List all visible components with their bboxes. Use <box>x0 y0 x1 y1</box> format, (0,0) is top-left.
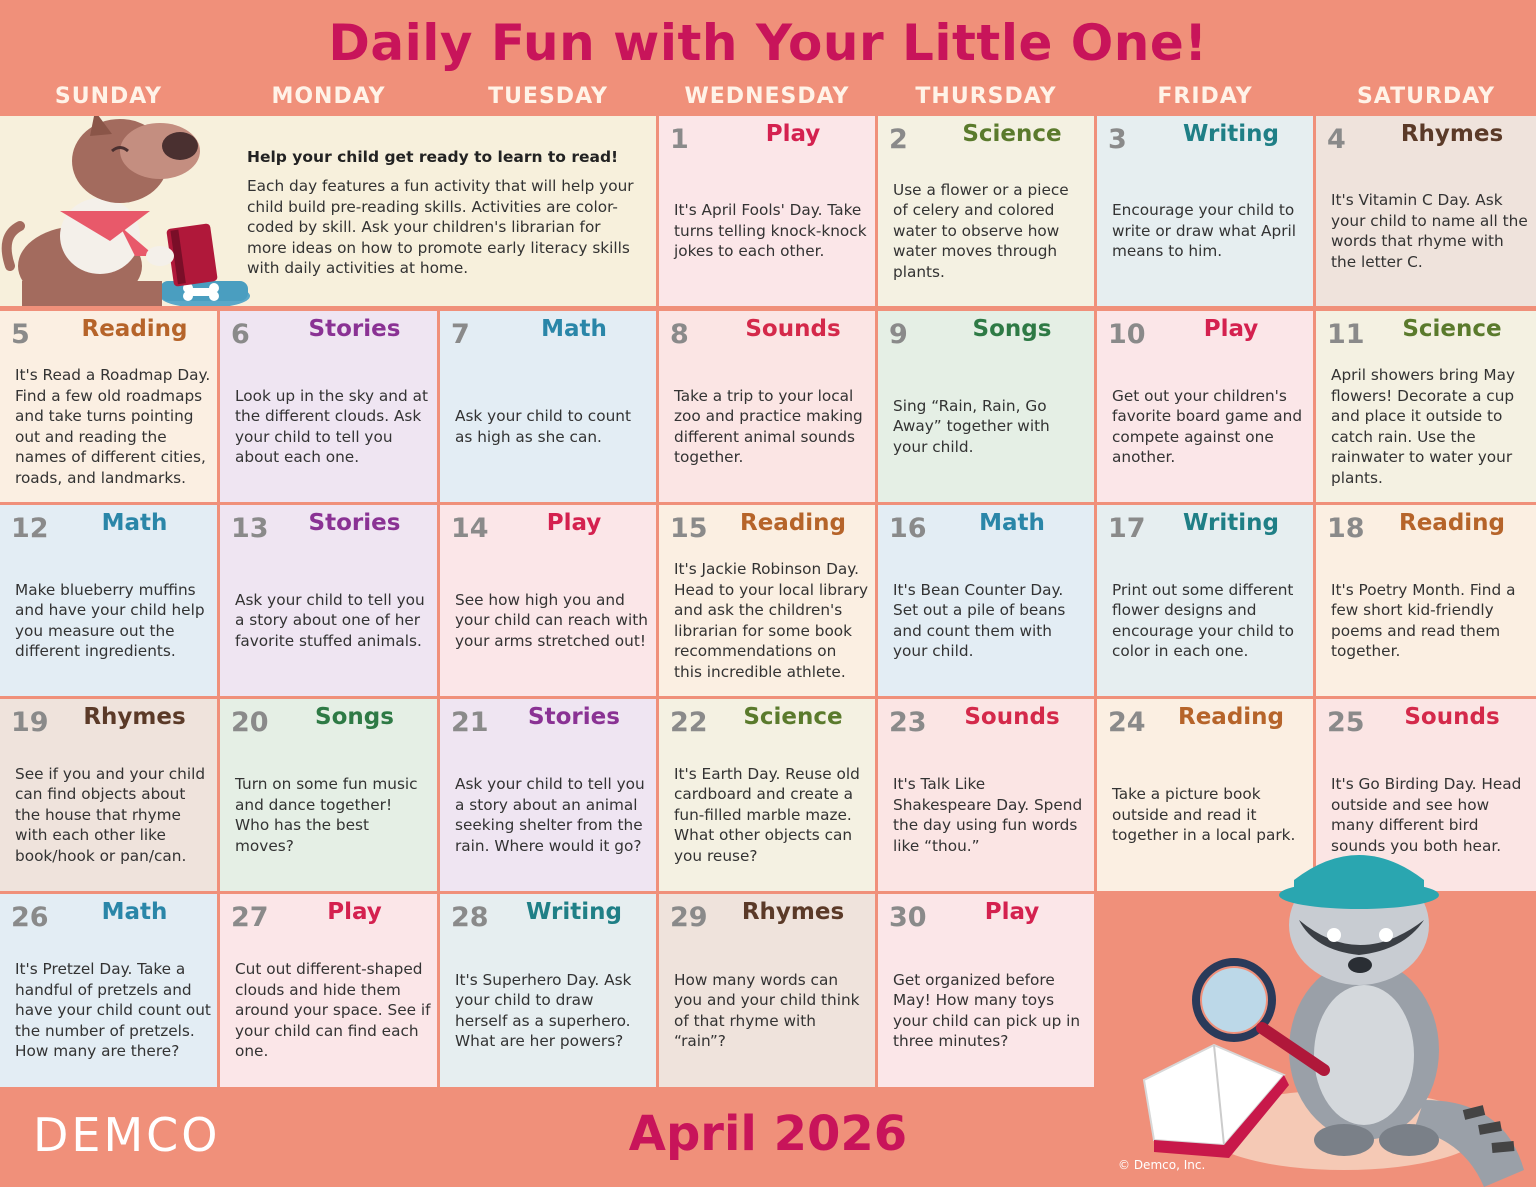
day-cell <box>659 116 875 306</box>
skill-label: Math <box>979 510 1045 536</box>
activity-description: It's Pretzel Day. Take a handful of pretzels and have your child count out the number of pretzels. How many are there? <box>15 960 211 1061</box>
day-number: 24 <box>1108 707 1146 738</box>
day-number: 12 <box>11 513 49 544</box>
activity-description: Ask your child to count as high as she can. <box>455 407 631 446</box>
day-cell <box>1316 311 1536 502</box>
activity-text <box>235 357 431 496</box>
day-number: 6 <box>231 319 250 350</box>
page-title: Daily Fun with Your Little One! <box>328 14 1208 72</box>
day-number: 18 <box>1327 513 1365 544</box>
activity-description: Look up in the sky and at the different clouds. Ask your child to tell you about each one. <box>235 386 428 466</box>
day-cell <box>220 505 437 696</box>
skill-label: Rhymes <box>1400 121 1504 147</box>
activity-text <box>893 357 1088 496</box>
day-number: 22 <box>670 707 708 738</box>
activity-description: Turn on some fun music and dance together! Who has the best moves? <box>235 775 418 855</box>
skill-label: Science <box>743 704 843 730</box>
skill-label: Sounds <box>1404 704 1500 730</box>
day-number: 28 <box>451 902 489 933</box>
day-cell <box>1316 116 1536 306</box>
day-cell <box>220 894 437 1087</box>
activity-description: It's Go Birding Day. Head outside and see how many different bird sounds you both hear. <box>1331 775 1522 855</box>
day-number: 5 <box>11 319 30 350</box>
skill-label: Math <box>101 510 168 536</box>
activity-description: It's Poetry Month. Find a few short kid-friendly poems and read them together. <box>1331 580 1516 660</box>
day-number: 14 <box>451 513 489 544</box>
activity-description: Encourage your child to write or draw what April means to him. <box>1112 201 1296 261</box>
activity-text <box>455 357 650 496</box>
copyright-text: © Demco, Inc. <box>1118 1158 1206 1172</box>
skill-label: Stories <box>308 510 401 536</box>
activity-description: See how high you and your child can reach with your arms stretched out! <box>455 590 648 650</box>
activity-text <box>455 940 650 1081</box>
day-number: 20 <box>231 707 269 738</box>
day-cell <box>878 311 1094 502</box>
day-cell <box>878 116 1094 306</box>
day-number: 21 <box>451 707 489 738</box>
activity-description: Take a trip to your local zoo and practice making different animal sounds together. <box>674 386 863 466</box>
month-label: April 2026 <box>628 1106 908 1162</box>
intro-body: Each day features a fun activity that will help your child build pre-reading skills. Activities are color-coded by skill. Ask your children's librarian for more ideas on how to promote early literacy skills with daily activities at home. <box>247 177 634 277</box>
day-number: 3 <box>1108 124 1127 155</box>
day-name-thursday: THURSDAY <box>915 84 1057 109</box>
activity-description: It's Vitamin C Day. Ask your child to name all the words that rhyme with the letter C. <box>1331 191 1528 271</box>
activity-description: It's Read a Roadmap Day. Find a few old roadmaps and take turns pointing out and reading the names of different cities, roads, and landmarks. <box>15 366 211 487</box>
skill-label: Songs <box>315 704 394 730</box>
activity-text <box>15 551 211 690</box>
day-name-wednesday: WEDNESDAY <box>684 84 850 109</box>
activity-text <box>674 162 869 300</box>
day-number: 4 <box>1327 124 1346 155</box>
activity-text <box>893 940 1088 1081</box>
activity-text <box>674 357 869 496</box>
activity-description: It's Bean Counter Day. Set out a pile of beans and count them with your child. <box>893 580 1066 660</box>
activity-text <box>455 551 650 690</box>
skill-label: Reading <box>1398 510 1505 536</box>
activity-description: It's Superhero Day. Ask your child to draw herself as a superhero. What are her powers? <box>455 970 632 1050</box>
skill-label: Science <box>962 121 1062 147</box>
activity-text <box>1331 357 1530 496</box>
demco-logo: DEMCO <box>33 1108 221 1162</box>
day-cell <box>878 699 1094 891</box>
day-cell <box>0 699 217 891</box>
skill-label: Reading <box>81 316 188 342</box>
activity-description: It's Jackie Robinson Day. Head to your local library and ask the children's librarian for some book recommendations on this incredible athlete. <box>674 560 869 681</box>
skill-label: Writing <box>526 899 622 925</box>
day-name-saturday: SATURDAY <box>1356 84 1496 109</box>
day-number: 11 <box>1327 319 1365 350</box>
activity-text <box>1112 551 1307 690</box>
activity-description: Get out your children's favorite board game and compete against one another. <box>1112 386 1303 466</box>
activity-text <box>674 745 869 885</box>
day-number: 17 <box>1108 513 1146 544</box>
activity-description: Ask your child to tell you a story about an animal seeking shelter from the rain. Where would it go? <box>455 775 645 855</box>
day-name-monday: MONDAY <box>271 84 386 109</box>
skill-label: Rhymes <box>83 704 186 730</box>
activity-description: Get organized before May! How many toys your child can pick up in three minutes? <box>893 970 1081 1050</box>
skill-label: Science <box>1402 316 1502 342</box>
skill-label: Reading <box>739 510 846 536</box>
day-number: 8 <box>670 319 689 350</box>
activity-description: Make blueberry muffins and have your child help you measure out the different ingredients. <box>15 580 205 660</box>
day-cell <box>440 311 656 502</box>
day-cell <box>0 894 217 1087</box>
skill-label: Writing <box>1183 121 1279 147</box>
skill-label: Play <box>327 899 382 925</box>
activity-description: Sing “Rain, Rain, Go Away” together with your child. <box>893 396 1050 456</box>
day-cell <box>878 894 1094 1087</box>
activity-description: See if you and your child can find objects about the house that rhyme with each other like book/hook or pan/can. <box>15 764 206 865</box>
activity-text <box>1331 551 1530 690</box>
skill-label: Math <box>101 899 168 925</box>
activity-text <box>1112 162 1307 300</box>
skill-label: Rhymes <box>741 899 845 925</box>
intro-heading: Help your child get ready to learn to read! <box>247 148 619 166</box>
activity-text <box>235 551 431 690</box>
activity-description: How many words can you and your child think of that rhyme with “rain”? <box>674 970 860 1050</box>
day-cell <box>659 894 875 1087</box>
activity-description: Ask your child to tell you a story about one of her favorite stuffed animals. <box>235 590 425 650</box>
activity-description: Print out some different flower designs and encourage your child to color in each one. <box>1112 580 1295 660</box>
skill-label: Stories <box>528 704 620 730</box>
day-cell <box>1097 311 1313 502</box>
day-name-sunday: SUNDAY <box>54 84 163 109</box>
skill-label: Sounds <box>745 316 841 342</box>
day-cell <box>1097 116 1313 306</box>
day-cell <box>659 505 875 696</box>
day-number: 7 <box>451 319 470 350</box>
day-number: 15 <box>670 513 708 544</box>
skill-label: Writing <box>1183 510 1279 536</box>
day-cell <box>0 311 217 502</box>
skill-label: Play <box>984 899 1040 925</box>
day-cell <box>220 699 437 891</box>
activity-text <box>1112 357 1307 496</box>
activity-text <box>893 162 1088 300</box>
day-cell <box>440 894 656 1087</box>
activity-description: Cut out different-shaped clouds and hide them around your space. See if your child can find each one. <box>235 960 431 1061</box>
activity-description: Take a picture book outside and read it together in a local park. <box>1112 785 1296 845</box>
day-number: 10 <box>1108 319 1146 350</box>
day-number: 9 <box>889 319 908 350</box>
day-number: 19 <box>11 707 49 738</box>
activity-text <box>674 940 869 1081</box>
day-cell <box>659 311 875 502</box>
day-number: 23 <box>889 707 927 738</box>
activity-description: Use a flower or a piece of celery and colored water to observe how water moves through plants. <box>893 180 1069 281</box>
skill-label: Play <box>546 510 602 536</box>
activity-description: April showers bring May flowers! Decorate a cup and place it outside to catch rain. Use the rainwater to water your plants. <box>1331 366 1516 487</box>
skill-label: Sounds <box>964 704 1060 730</box>
day-cell <box>440 699 656 891</box>
skill-label: Songs <box>972 316 1052 342</box>
skill-label: Play <box>1203 316 1259 342</box>
day-cell <box>659 699 875 891</box>
skill-label: Stories <box>308 316 401 342</box>
activity-text <box>1331 162 1530 300</box>
activity-text <box>235 745 431 885</box>
activity-text <box>893 745 1088 885</box>
activity-text <box>893 551 1088 690</box>
activity-description: It's Talk Like Shakespeare Day. Spend the day using fun words like “thou.” <box>893 775 1083 855</box>
day-number: 25 <box>1327 707 1365 738</box>
day-cell <box>220 311 437 502</box>
day-cell <box>878 505 1094 696</box>
activity-description: It's Earth Day. Reuse old cardboard and create a fun-filled marble maze. What other objects can you reuse? <box>674 764 860 865</box>
day-number: 30 <box>889 902 927 933</box>
day-name-tuesday: TUESDAY <box>488 84 608 109</box>
activity-text <box>235 940 431 1081</box>
activity-text <box>455 745 650 885</box>
day-number: 13 <box>231 513 269 544</box>
activity-description: It's April Fools' Day. Take turns telling knock-knock jokes to each other. <box>674 201 867 261</box>
day-number: 26 <box>11 902 49 933</box>
day-number: 2 <box>889 124 908 155</box>
activity-text <box>674 551 869 690</box>
day-number: 16 <box>889 513 927 544</box>
activity-text <box>15 745 211 885</box>
day-cell <box>1097 505 1313 696</box>
skill-label: Reading <box>1177 704 1284 730</box>
activity-text <box>15 357 211 496</box>
day-number: 1 <box>670 124 689 155</box>
activity-text <box>15 940 211 1081</box>
day-number: 27 <box>231 902 269 933</box>
day-cell <box>440 505 656 696</box>
day-cell <box>0 505 217 696</box>
day-name-friday: FRIDAY <box>1157 84 1253 109</box>
day-cell <box>1316 505 1536 696</box>
skill-label: Play <box>765 121 821 147</box>
day-number: 29 <box>670 902 708 933</box>
skill-label: Math <box>541 316 607 342</box>
